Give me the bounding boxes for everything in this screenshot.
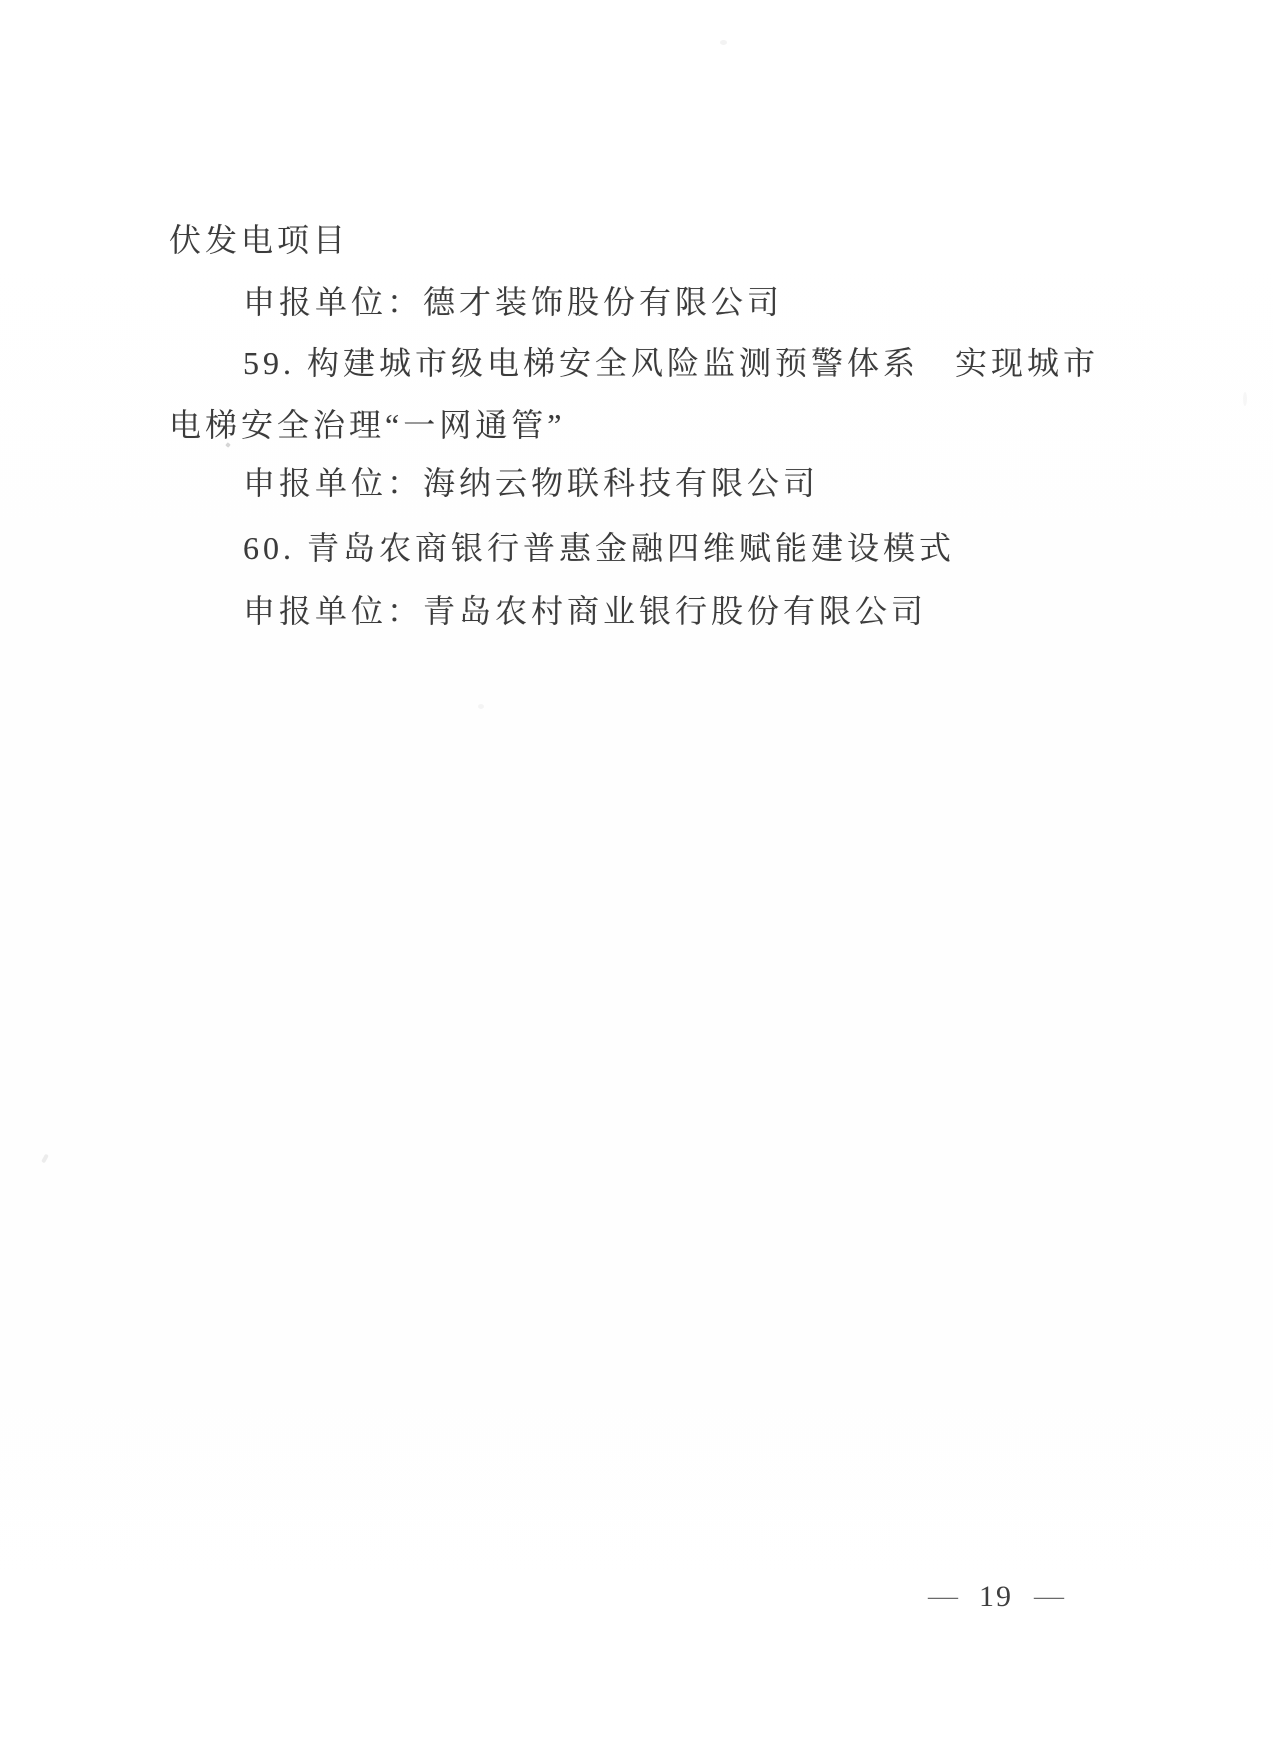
- scan-artifact: [478, 704, 484, 709]
- document-line-item-59-title: 59. 构建城市级电梯安全风险监测预警体系 实现城市: [243, 345, 1100, 381]
- page-number-dash-left: —: [928, 1583, 958, 1610]
- document-line-item-59-title-wrap: 电梯安全治理“一网通管”: [169, 407, 566, 443]
- document-line-applicant: 申报单位：青岛农村商业银行股份有限公司: [243, 593, 928, 629]
- page-footer: [928, 1582, 1064, 1612]
- document-line-item-60-title: 60. 青岛农商银行普惠金融四维赋能建设模式: [243, 530, 956, 566]
- scan-artifact: [720, 40, 727, 45]
- document-line-continuation: 伏发电项目: [169, 222, 350, 258]
- page-number-dash-right: —: [1034, 1583, 1064, 1610]
- scan-artifact: [1243, 392, 1247, 406]
- page-number: 19: [979, 1580, 1013, 1613]
- scan-artifact: [225, 442, 231, 448]
- document-line-applicant: 申报单位：德才装饰股份有限公司: [243, 284, 784, 320]
- scan-artifact: [41, 1154, 49, 1164]
- document-line-applicant: 申报单位：海纳云物联科技有限公司: [243, 465, 820, 501]
